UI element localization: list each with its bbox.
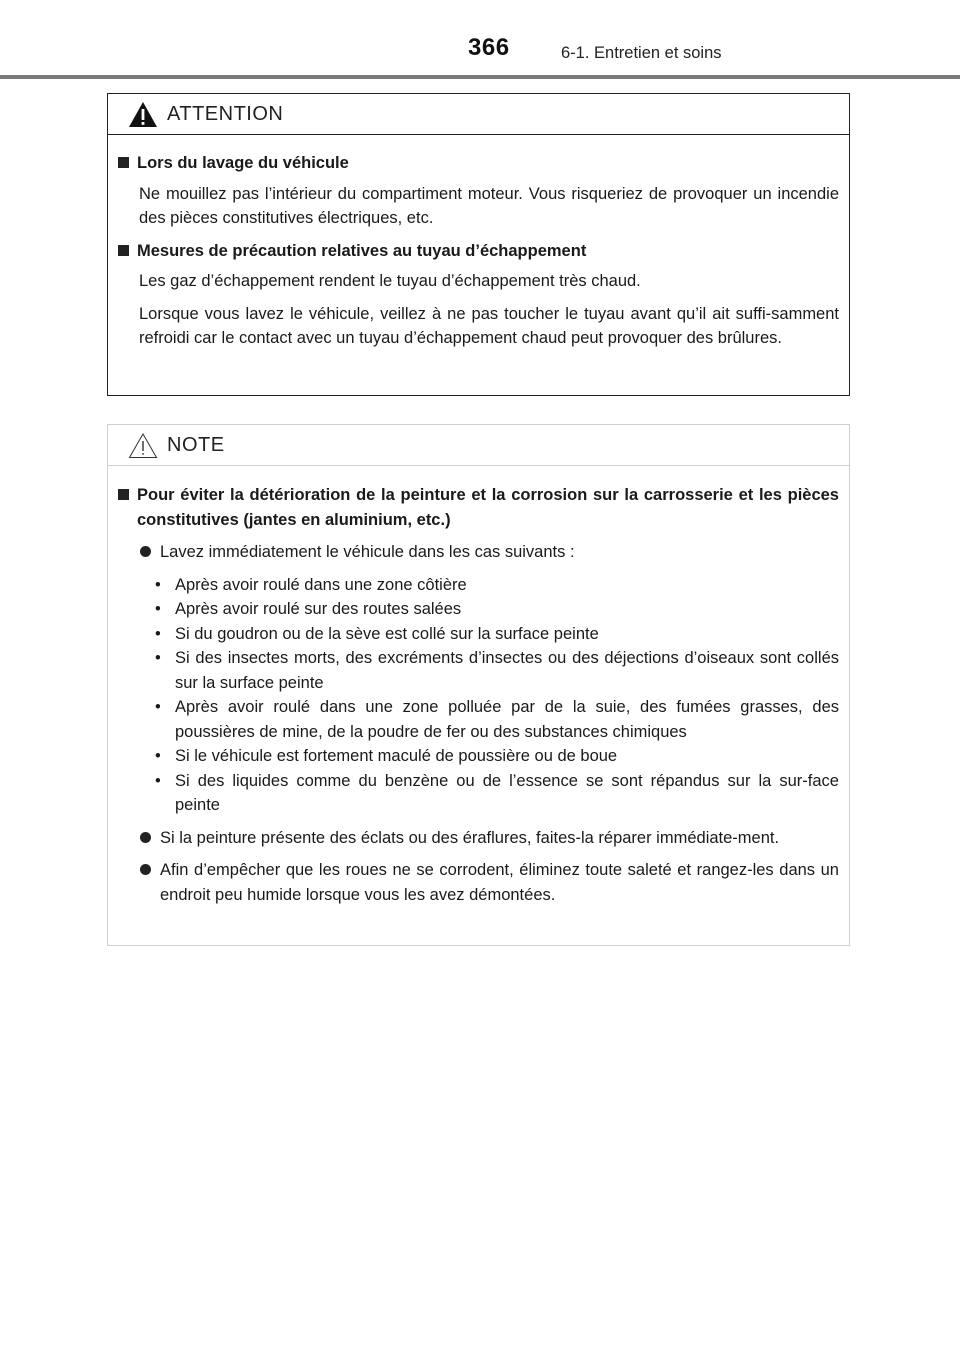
note-item [118, 540, 839, 565]
list-item: • Après avoir roulé dans une zone polluée par de la suie, des fumées grasses, des poussières de mine, de la poudre de fer ou des substances chimiques [155, 698, 839, 741]
warning-triangle-outline-icon [128, 432, 158, 459]
caution-heading-exhaust [118, 239, 839, 264]
caution-paragraph: Les gaz d’échappement rendent le tuyau d’échappement très chaud. [139, 272, 641, 290]
note-bullet-list [118, 573, 839, 818]
note-item-text: Si la peinture présente des éclats ou des éraflures, faites-la réparer immédiate-ment. [160, 828, 780, 847]
note-item [118, 858, 839, 907]
note-header [108, 425, 849, 466]
section-title: 6-1. Entretien et soins [561, 44, 722, 62]
note-heading [118, 483, 839, 532]
note-item-text: Lavez immédiatement le véhicule dans les cas suivants : [160, 543, 575, 561]
note-body [108, 466, 849, 907]
note-item-text: Afin d’empêcher que les roues ne se corrodent, éliminez toute saleté et rangez-les dans un endroit peu humide lorsque vous les avez démontées. [160, 861, 839, 904]
caution-body [108, 135, 849, 351]
round-bullet-icon [140, 832, 151, 843]
square-bullet-icon [118, 489, 129, 500]
note-title: NOTE [167, 433, 225, 456]
square-bullet-icon [118, 245, 129, 256]
round-bullet-icon [140, 864, 151, 875]
list-item: • Si des liquides comme du benzène ou de l’essence se sont répandus sur la sur-face peinte [155, 771, 839, 814]
note-heading-text: Pour éviter la détérioration de la peinture et la corrosion sur la carrosserie et les pièces constitutives (jantes en aluminium, etc.) [137, 486, 839, 529]
list-item: • Après avoir roulé dans une zone côtière [155, 575, 467, 594]
header-rule [0, 75, 960, 79]
caution-heading-text: Lors du lavage du véhicule [137, 154, 349, 172]
page-number: 366 [468, 34, 510, 61]
caution-title: ATTENTION [167, 102, 284, 125]
square-bullet-icon [118, 157, 129, 168]
caution-heading-washing [118, 151, 839, 176]
note-item [118, 826, 839, 851]
caution-heading-text: Mesures de précaution relatives au tuyau d’échappement [137, 241, 587, 260]
caution-paragraph: Ne mouillez pas l’intérieur du compartiment moteur. Vous risqueriez de provoquer un incendie des pièces constitutives électriques, etc. [139, 184, 839, 227]
caution-paragraph: Lorsque vous lavez le véhicule, veillez à ne pas toucher le tuyau avant qu’il ait suffi-samment refroidi car le contact avec un tuyau d’échappement chaud peut provoquer des brûlures. [139, 304, 839, 347]
note-box [107, 424, 850, 946]
list-item: • Si le véhicule est fortement maculé de poussière ou de boue [155, 747, 618, 765]
round-bullet-icon [140, 546, 151, 557]
caution-box [107, 93, 850, 396]
caution-header [108, 94, 849, 135]
warning-triangle-filled-icon [128, 101, 158, 128]
list-item: • Si des insectes morts, des excréments d’insectes ou des déjections d’oiseaux sont collés sur la surface peinte [155, 649, 839, 692]
list-item: • Après avoir roulé sur des routes salées [155, 600, 462, 618]
list-item: • Si du goudron ou de la sève est collé sur la surface peinte [155, 624, 599, 643]
